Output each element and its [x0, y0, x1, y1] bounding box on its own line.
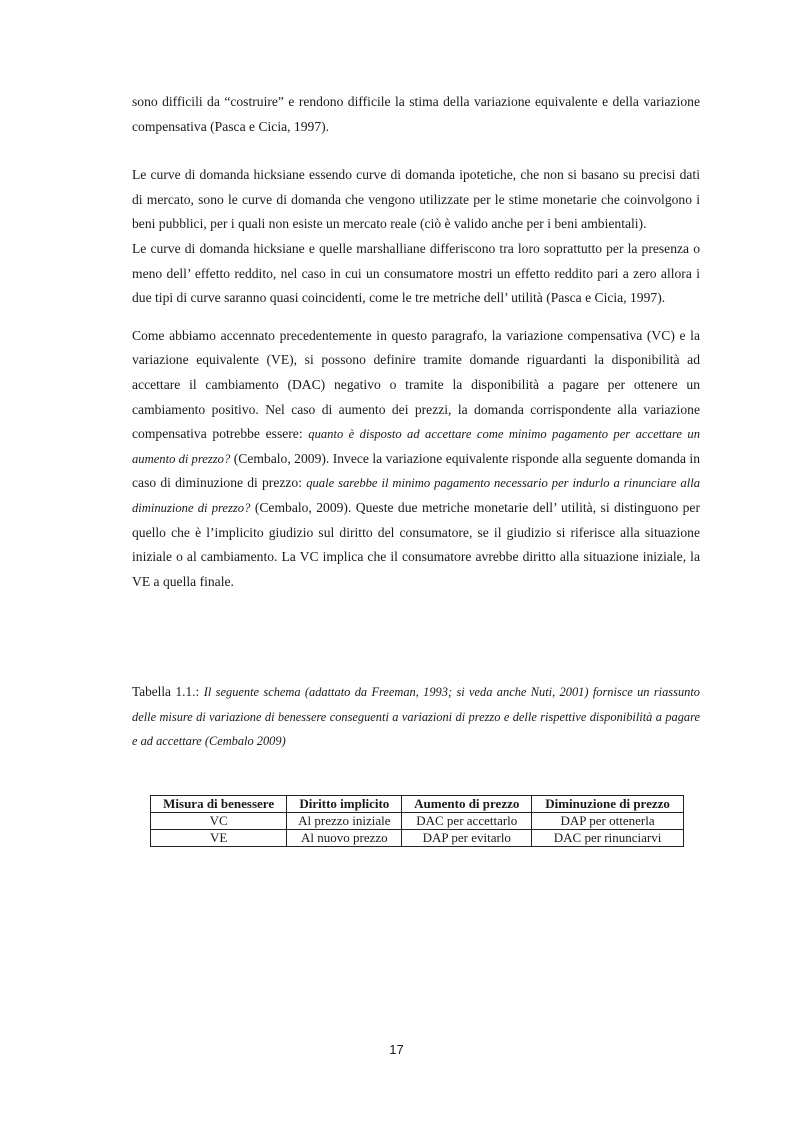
question-1: quanto è disposto ad accettare come minimo pagamento per accettare un aumento di prezzo?	[132, 427, 700, 466]
caption-text: Il seguente schema (adattato da Freeman, 1993; si veda anche Nuti, 2001) fornisce un riassunto delle misure di variazione di benessere conseguenti a variazioni di prezzo e delle rispettive disponibilità a pagare e ad accettare (Cembalo 2009)	[132, 685, 700, 749]
paragraph-3: Le curve di domanda hicksiane e quelle marshalliane differiscono tra loro soprattutto per la presenza o meno dell’ effetto reddito, nel caso in cui un consumatore mostri un effetto reddito pari a zero allora i due tipi di curve saranno quasi coincidenti, come le tre metriche dell’ utilità (Pasca e Cicia, 1997).	[132, 240, 700, 306]
table-caption	[132, 680, 700, 754]
header-cell: Diminuzione di prezzo	[532, 796, 684, 813]
table-cell: DAC per accettarlo	[402, 813, 532, 830]
table-cell: DAP per evitarlo	[402, 830, 532, 847]
caption-label: Tabella 1.1.:	[132, 684, 204, 699]
paragraph-2: Le curve di domanda hicksiane essendo curve di domanda ipotetiche, che non si basano su precisi dati di mercato, sono le curve di domanda che vengono utilizzate per le stime monetarie che coinvolgono i beni pubblici, per i quali non esiste un mercato reale (ciò è valido anche per i beni ambientali).	[132, 167, 700, 232]
page-number: 17	[389, 1042, 404, 1057]
paragraph-4-part-a: Come abbiamo accennato precedentemente in questo paragrafo, la variazione compensativa (VC) e la variazione equivalente (VE), si possono definire tramite domande riguardanti la disponibilità ad accettare il cambiamento (DAC) negativo o tramite la disponibilità a pagare per ottenere un cambiamento positivo. Nel caso di aumento dei prezzi, la domanda corrispondente alla variazione compensativa potrebbe essere:	[132, 327, 700, 442]
welfare-table	[150, 795, 684, 847]
table-cell: DAP per ottenerla	[532, 813, 684, 830]
paragraph-1: sono difficili da “costruire” e rendono difficile la stima della variazione equivalente e della variazione compensativa (Pasca e Cicia, 1997).	[132, 94, 700, 134]
question-2: quale sarebbe il minimo pagamento necessario per indurlo a rinunciare alla diminuzione di prezzo?	[132, 476, 700, 515]
table-cell: VE	[151, 830, 287, 847]
table-row	[151, 830, 684, 847]
table-header-row	[151, 796, 684, 813]
header-cell: Diritto implicito	[287, 796, 402, 813]
header-cell: Aumento di prezzo	[402, 796, 532, 813]
table-cell: VC	[151, 813, 287, 830]
table-cell: DAC per rinunciarvi	[532, 830, 684, 847]
paragraph-4-part-b: (Cembalo, 2009). Invece la variazione equivalente risponde alla seguente domanda in caso di diminuzione di prezzo:	[132, 450, 700, 491]
paragraph-4	[132, 324, 700, 595]
table-cell: Al prezzo iniziale	[287, 813, 402, 830]
header-cell: Misura di benessere	[151, 796, 287, 813]
table-row	[151, 813, 684, 830]
table-cell: Al nuovo prezzo	[287, 830, 402, 847]
body-text	[132, 90, 700, 594]
paragraph-4-part-c: (Cembalo, 2009). Queste due metriche monetarie dell’ utilità, si distinguono per quello che è l’implicito giudizio sul diritto del consumatore, se il giudizio si riferisce alla situazione iniziale o al cambiamento. La VC implica che il consumatore avrebbe diritto alla situazione iniziale, la VE a quella finale.	[132, 499, 700, 589]
